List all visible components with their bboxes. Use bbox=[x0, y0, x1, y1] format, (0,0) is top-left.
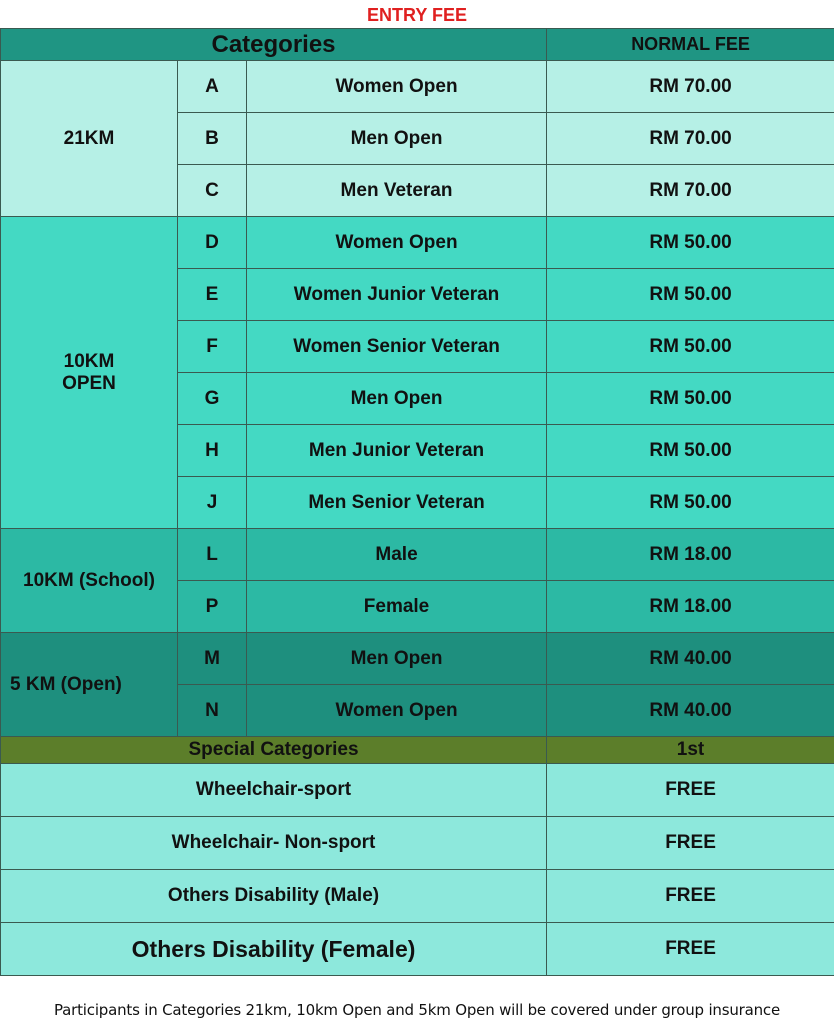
special-categories-header: Special Categories bbox=[1, 737, 547, 764]
special-category-name: Wheelchair-sport bbox=[1, 764, 547, 817]
category-fee: RM 50.00 bbox=[547, 425, 834, 477]
category-name: Women Senior Veteran bbox=[247, 321, 547, 373]
category-code: N bbox=[178, 685, 247, 737]
table-row bbox=[1, 529, 834, 581]
category-name: Women Open bbox=[247, 61, 547, 113]
category-name: Men Veteran bbox=[247, 165, 547, 217]
category-name: Women Open bbox=[247, 217, 547, 269]
category-name: Women Junior Veteran bbox=[247, 269, 547, 321]
category-name: Men Junior Veteran bbox=[247, 425, 547, 477]
category-name: Male bbox=[247, 529, 547, 581]
category-fee: RM 50.00 bbox=[547, 217, 834, 269]
normal-fee-header: NORMAL FEE bbox=[547, 29, 834, 61]
special-category-fee: FREE bbox=[547, 870, 834, 923]
category-fee: RM 40.00 bbox=[547, 633, 834, 685]
table-row bbox=[1, 633, 834, 685]
category-code: G bbox=[178, 373, 247, 425]
special-category-fee: FREE bbox=[547, 923, 834, 976]
group-name-10km-school: 10KM (School) bbox=[1, 529, 178, 633]
special-category-name: Others Disability (Female) bbox=[1, 923, 547, 976]
category-fee: RM 70.00 bbox=[547, 113, 834, 165]
special-header-row bbox=[1, 737, 834, 764]
special-category-name: Wheelchair- Non-sport bbox=[1, 817, 547, 870]
special-fee-header: 1st bbox=[547, 737, 834, 764]
group-name-21km: 21KM bbox=[1, 61, 178, 217]
category-code: M bbox=[178, 633, 247, 685]
table-row bbox=[1, 61, 834, 113]
category-fee: RM 50.00 bbox=[547, 373, 834, 425]
category-code: E bbox=[178, 269, 247, 321]
entry-fee-table bbox=[0, 28, 834, 976]
category-name: Women Open bbox=[247, 685, 547, 737]
group-name-line2: OPEN bbox=[62, 372, 116, 394]
category-name: Female bbox=[247, 581, 547, 633]
category-fee: RM 70.00 bbox=[547, 61, 834, 113]
special-category-fee: FREE bbox=[547, 764, 834, 817]
table-row bbox=[1, 870, 834, 923]
group-name-10km-open bbox=[1, 217, 178, 529]
category-code: H bbox=[178, 425, 247, 477]
category-code: D bbox=[178, 217, 247, 269]
table-row bbox=[1, 217, 834, 269]
category-fee: RM 18.00 bbox=[547, 581, 834, 633]
special-category-name: Others Disability (Male) bbox=[1, 870, 547, 923]
category-name: Men Senior Veteran bbox=[247, 477, 547, 529]
category-code: A bbox=[178, 61, 247, 113]
page-title: ENTRY FEE bbox=[366, 5, 468, 25]
special-category-fee: FREE bbox=[547, 817, 834, 870]
insurance-footnote: Participants in Categories 21km, 10km Open and 5km Open will be covered under group insurance bbox=[54, 1001, 780, 1019]
category-fee: RM 40.00 bbox=[547, 685, 834, 737]
category-fee: RM 18.00 bbox=[547, 529, 834, 581]
category-fee: RM 50.00 bbox=[547, 269, 834, 321]
category-code: C bbox=[178, 165, 247, 217]
categories-header: Categories bbox=[1, 29, 547, 61]
group-name-5km-open: 5 KM (Open) bbox=[1, 633, 178, 737]
category-fee: RM 50.00 bbox=[547, 477, 834, 529]
group-name-line1: 10KM bbox=[63, 350, 115, 372]
table-row bbox=[1, 764, 834, 817]
category-code: P bbox=[178, 581, 247, 633]
table-header-row bbox=[1, 29, 834, 61]
category-fee: RM 70.00 bbox=[547, 165, 834, 217]
category-name: Men Open bbox=[247, 113, 547, 165]
table-row bbox=[1, 923, 834, 976]
category-code: L bbox=[178, 529, 247, 581]
category-code: J bbox=[178, 477, 247, 529]
category-fee: RM 50.00 bbox=[547, 321, 834, 373]
category-name: Men Open bbox=[247, 633, 547, 685]
category-code: B bbox=[178, 113, 247, 165]
category-name: Men Open bbox=[247, 373, 547, 425]
table-row bbox=[1, 817, 834, 870]
category-code: F bbox=[178, 321, 247, 373]
